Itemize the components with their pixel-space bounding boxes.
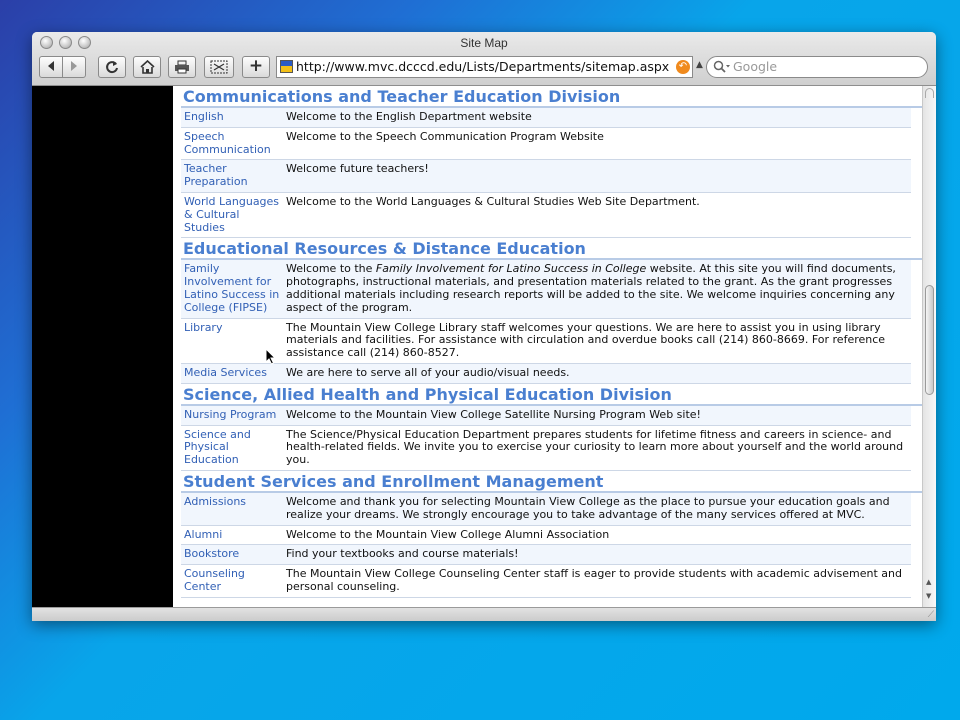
reload-icon	[105, 60, 119, 74]
description-text: Welcome to the	[286, 262, 376, 276]
webclip-button[interactable]	[204, 56, 234, 78]
department-description: Welcome to the Mountain View College Alumni Association	[286, 527, 610, 541]
left-black-panel	[32, 86, 173, 607]
department-table	[181, 260, 911, 383]
department-description: The Mountain View College Library staff welcomes your questions. We are here to assist you in using library materials and facilities. For assistance with circulation and overdue books call (214) 860-8669. For reference assistance call (214) 860-8527.	[286, 320, 886, 360]
department-link[interactable]: Science and Physical Education	[184, 427, 251, 467]
department-description: We are here to serve all of your audio/visual needs.	[286, 365, 570, 379]
department-link[interactable]: Alumni	[184, 527, 223, 541]
scroll-down-arrow-icon[interactable]: ▼	[926, 592, 932, 600]
table-row	[181, 260, 911, 318]
table-row	[181, 108, 911, 127]
snapback-icon[interactable]: ↶	[676, 60, 690, 74]
department-description: The Science/Physical Education Department prepares students for lifetime fitness and careers in science- and health-related fields. We invite you to exercise your curiosity to learn more about yourself and the world around you.	[286, 427, 904, 467]
division-heading: Student Services and Enrollment Management	[181, 471, 922, 493]
department-table	[181, 108, 911, 238]
search-placeholder: Google	[733, 59, 778, 74]
scrollbar-top-cap	[925, 88, 934, 98]
forward-arrow-icon	[69, 60, 79, 72]
forward-button[interactable]	[62, 56, 86, 78]
department-description: Welcome future teachers!	[286, 162, 429, 176]
table-row	[181, 160, 911, 193]
department-description: Welcome to the Mountain View College Satellite Nursing Program Web site!	[286, 407, 701, 421]
site-favicon-icon	[280, 60, 293, 73]
title-bar	[32, 32, 936, 86]
department-link[interactable]: Admissions	[184, 494, 247, 508]
scissors-icon	[210, 60, 228, 74]
mouse-cursor-icon	[265, 348, 277, 366]
home-button[interactable]	[133, 56, 161, 78]
table-row	[181, 565, 911, 598]
table-row	[181, 525, 911, 545]
department-description: Welcome and thank you for selecting Mountain View College as the place to pursue your education goals and realize your dreams. We strongly encourage you to take advantage of the many services offered at MVC.	[286, 494, 890, 521]
department-link[interactable]: World Languages & Cultural Studies	[184, 194, 280, 234]
department-description: Welcome to the English Department website	[286, 110, 532, 123]
department-link[interactable]: Library	[184, 320, 223, 334]
department-description: Welcome to the Speech Communication Program Website	[286, 129, 604, 143]
page-viewport	[32, 86, 936, 607]
toolbar	[39, 54, 928, 78]
department-description: The Mountain View College Counseling Center staff is eager to provide students with academic advisement and personal counseling.	[286, 567, 902, 593]
department-link[interactable]: Speech Communication	[184, 129, 271, 156]
vertical-scrollbar[interactable]	[922, 86, 936, 607]
add-bookmark-button[interactable]: +	[242, 56, 270, 78]
department-description: Find your textbooks and course materials!	[286, 547, 519, 561]
table-row	[181, 363, 911, 383]
table-row	[181, 192, 911, 237]
table-row	[181, 127, 911, 160]
search-icon	[713, 60, 731, 74]
table-row	[181, 425, 911, 470]
department-description: Welcome to the World Languages & Cultural Studies Web Site Department.	[286, 194, 700, 208]
description-text: website. At this site you will find documents, photographs, instructional materials, and presentation materials related to the grant. As the grant progresses additional materials including research reports will be added to the site. We welcome inquiries concerning any aspect of the program.	[286, 262, 896, 314]
resize-grip-icon[interactable]: ⟋	[927, 610, 934, 620]
reload-button[interactable]	[98, 56, 126, 78]
status-bar	[32, 607, 936, 621]
browser-window	[32, 32, 936, 621]
department-link[interactable]: Family Involvement for Latino Success in College (FIPSE)	[184, 262, 280, 314]
scrollbar-thumb[interactable]	[925, 285, 934, 395]
department-table	[181, 493, 911, 598]
division-heading: Educational Resources & Distance Education	[181, 238, 922, 260]
table-row	[181, 493, 911, 525]
department-link[interactable]: Teacher Preparation	[184, 162, 248, 189]
home-icon	[140, 60, 155, 74]
sitemap-page	[173, 86, 922, 607]
program-name-italic: Family Involvement for Latino Success in College	[375, 262, 647, 276]
print-button[interactable]	[168, 56, 196, 78]
department-link[interactable]: Media Services	[184, 365, 267, 379]
table-row	[181, 406, 911, 425]
window-title: Site Map	[460, 36, 508, 50]
printer-icon	[174, 60, 190, 74]
back-arrow-icon	[46, 60, 56, 72]
table-row	[181, 318, 911, 363]
scroll-up-arrow-icon[interactable]: ▲	[926, 578, 932, 586]
address-bar[interactable]	[276, 56, 693, 78]
table-row	[181, 545, 911, 565]
department-table	[181, 406, 911, 471]
address-url-text: http://www.mvc.dcccd.edu/Lists/Departments/sitemap.aspx	[296, 59, 670, 74]
department-link[interactable]: Nursing Program	[184, 407, 277, 421]
department-description	[283, 260, 911, 318]
department-link[interactable]: Bookstore	[184, 547, 240, 561]
division-heading: Communications and Teacher Education Division	[181, 86, 922, 108]
back-button[interactable]	[39, 56, 63, 78]
division-heading: Science, Allied Health and Physical Education Division	[181, 384, 922, 406]
address-history-icon[interactable]: ▲	[696, 60, 703, 70]
department-link[interactable]: Counseling Center	[184, 567, 245, 593]
search-field[interactable]	[706, 56, 928, 78]
department-link[interactable]: English	[184, 110, 224, 123]
